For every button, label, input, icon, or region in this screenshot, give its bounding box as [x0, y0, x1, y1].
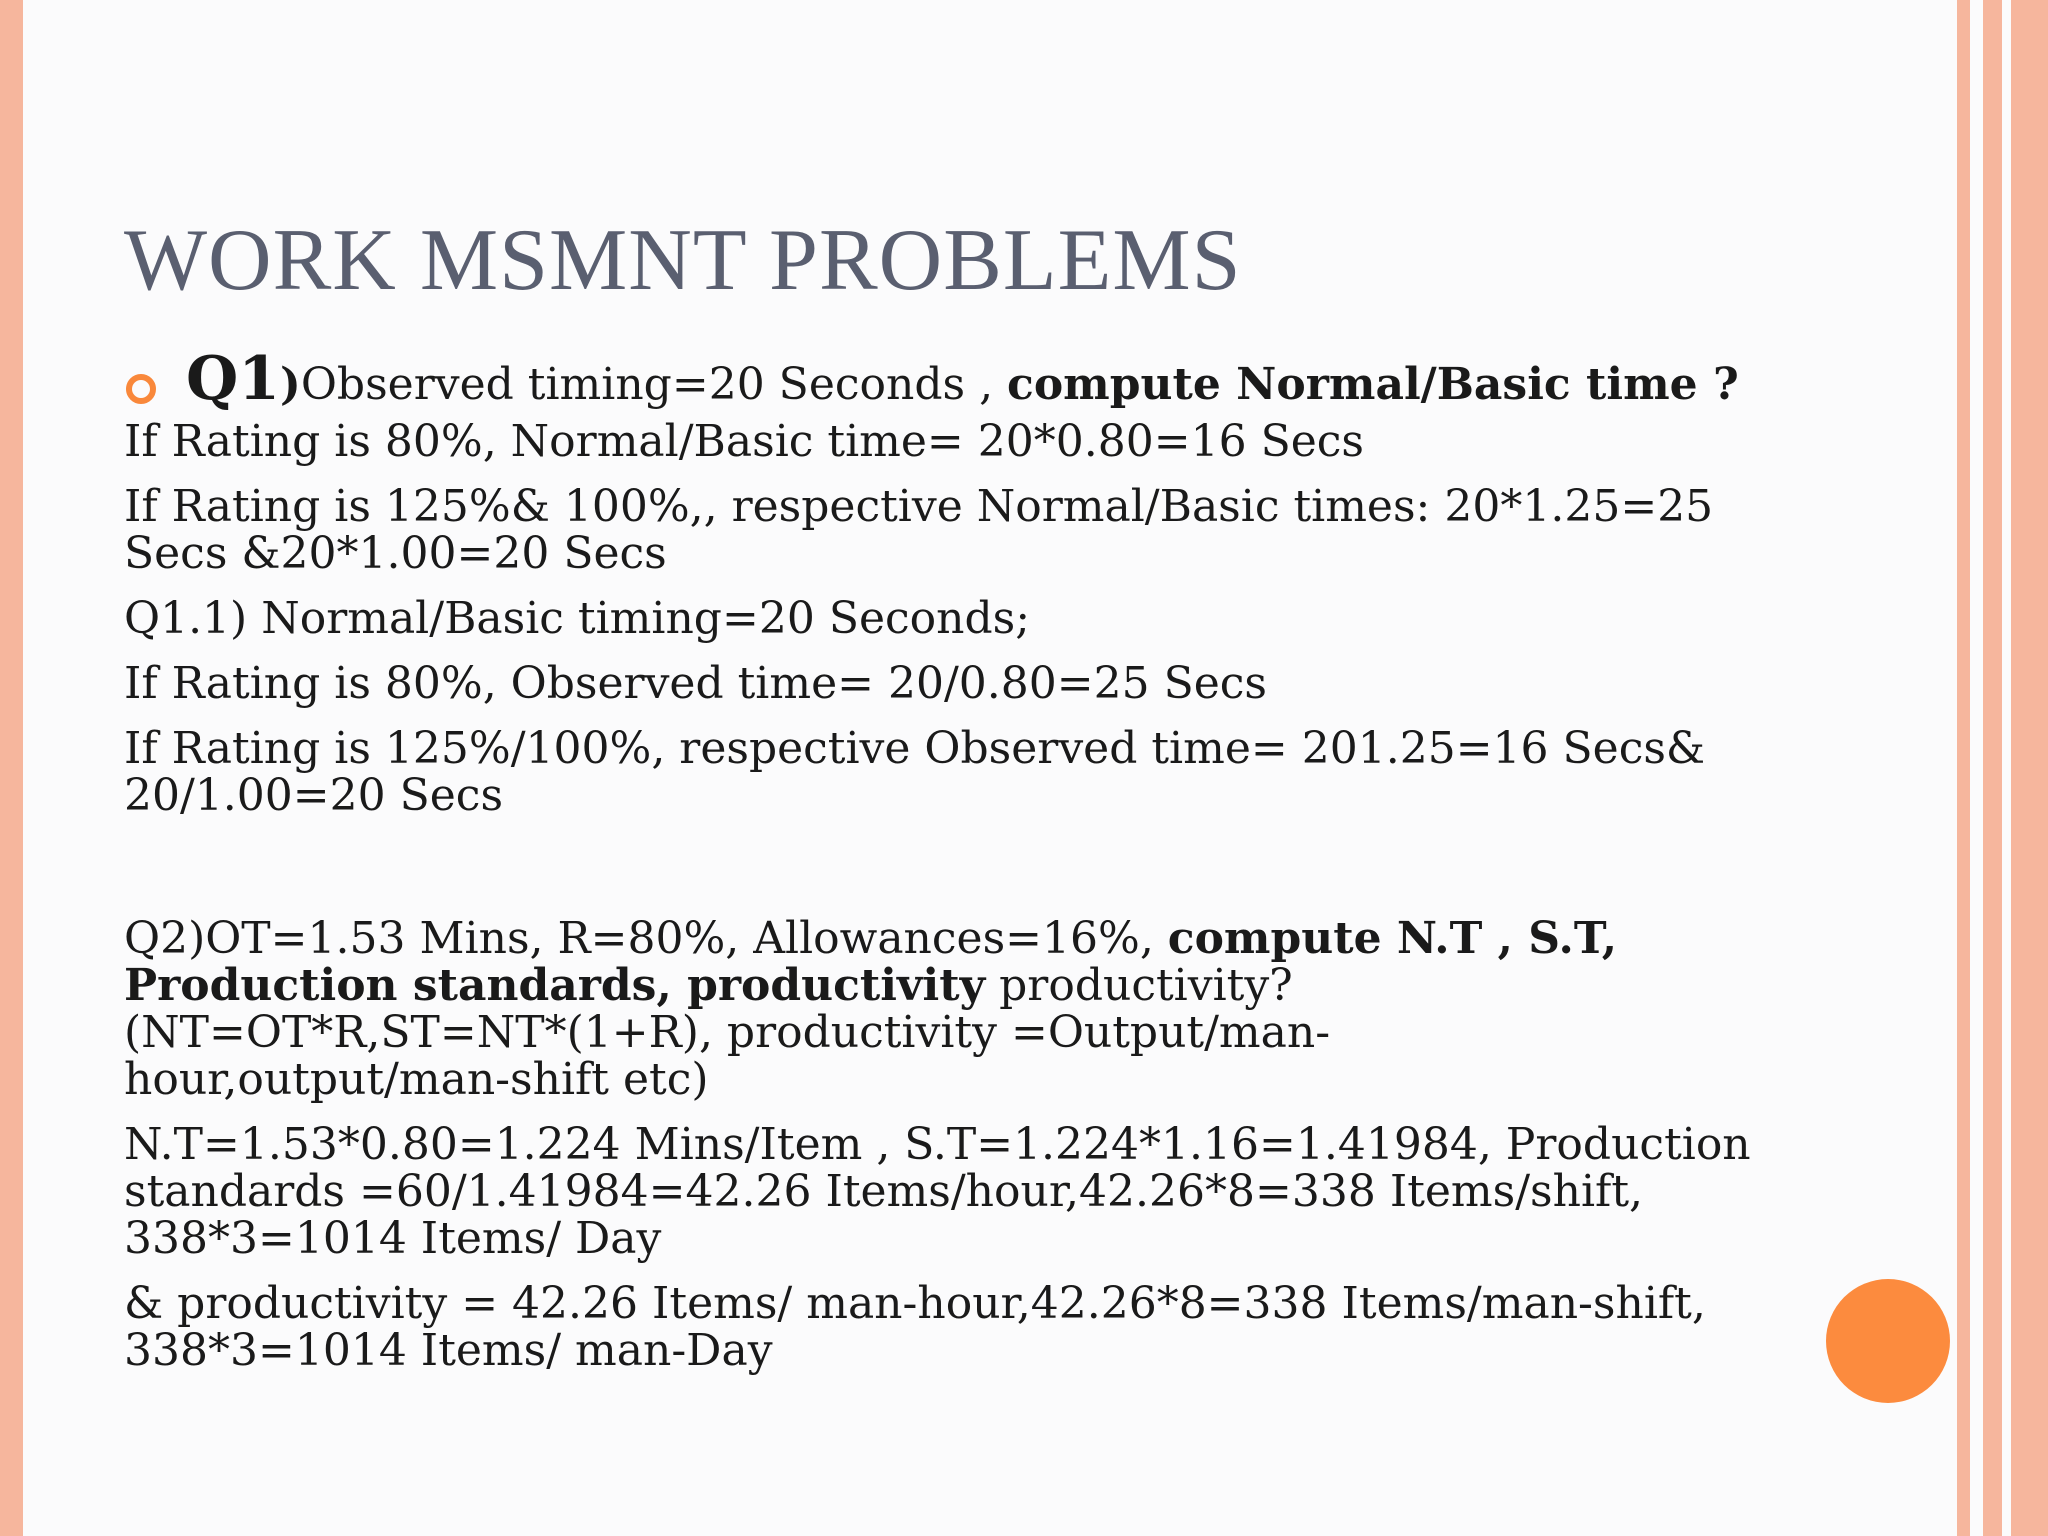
slide-body	[124, 344, 1824, 1376]
q2-paragraph	[124, 915, 1824, 1103]
nt-st-paragraph	[124, 1121, 1824, 1262]
q1-paragraph	[124, 344, 1824, 414]
q1-text: Observed timing=20 Seconds ,	[300, 359, 1008, 410]
q2-formula-text: hour,output/man-shift etc)	[124, 1054, 709, 1105]
q2-bold-text: compute N.T , S.T,	[1167, 913, 1618, 964]
right-border-stripe	[2011, 0, 2048, 1536]
paragraph-text: Q1.1) Normal/Basic timing=20 Seconds;	[124, 593, 1031, 644]
rating-125-100-observed	[124, 725, 1824, 819]
rating-80-normal	[124, 418, 1824, 465]
paragraph-text: & productivity = 42.26 Items/ man-hour,42.26*8=338 Items/man-shift,	[124, 1278, 1706, 1329]
paragraph-text: 338*3=1014 Items/ man-Day	[124, 1325, 773, 1376]
q1-label: Q1	[186, 344, 281, 414]
rating-125-100-normal	[124, 483, 1824, 577]
productivity-paragraph	[124, 1280, 1824, 1374]
decorative-circle	[1826, 1279, 1950, 1403]
q2-text: Q2)OT=1.53 Mins, R=80%, Allowances=16%,	[124, 913, 1168, 964]
paragraph-text: If Rating is 125%/100%, respective Observed time= 201.25=16 Secs&	[124, 723, 1706, 774]
paragraph-text: Secs &20*1.00=20 Secs	[124, 528, 667, 579]
q1-paren: )	[280, 359, 301, 410]
bullet-circle-icon	[126, 374, 156, 404]
left-border-stripe	[0, 0, 23, 1536]
q1-bold-text: compute Normal/Basic time ?	[1007, 359, 1739, 410]
paragraph-text: N.T=1.53*0.80=1.224 Mins/Item , S.T=1.224*1.16=1.41984, Production	[124, 1119, 1751, 1170]
slide-title: WORK MSMNT PROBLEMS	[124, 212, 1242, 309]
q1-1-paragraph	[124, 595, 1824, 642]
q2-text: productivity?	[985, 960, 1293, 1011]
paragraph-text: If Rating is 125%& 100%,, respective Normal/Basic times: 20*1.25=25	[124, 481, 1714, 532]
right-border-stripe	[1983, 0, 2002, 1536]
q2-bold-text: Production standards, productivity	[124, 960, 986, 1011]
paragraph-text: If Rating is 80%, Normal/Basic time= 20*0.80=16 Secs	[124, 416, 1364, 467]
paragraph-text: If Rating is 80%, Observed time= 20/0.80=25 Secs	[124, 658, 1268, 709]
right-border-stripe	[1957, 0, 1970, 1536]
q2-formula-text: (NT=OT*R,ST=NT*(1+R), productivity =Output/man-	[124, 1007, 1331, 1058]
paragraph-text: 20/1.00=20 Secs	[124, 770, 504, 821]
rating-80-observed	[124, 660, 1824, 707]
paragraph-text: standards =60/1.41984=42.26 Items/hour,42.26*8=338 Items/shift,	[124, 1166, 1643, 1217]
paragraph-text: 338*3=1014 Items/ Day	[124, 1213, 662, 1264]
